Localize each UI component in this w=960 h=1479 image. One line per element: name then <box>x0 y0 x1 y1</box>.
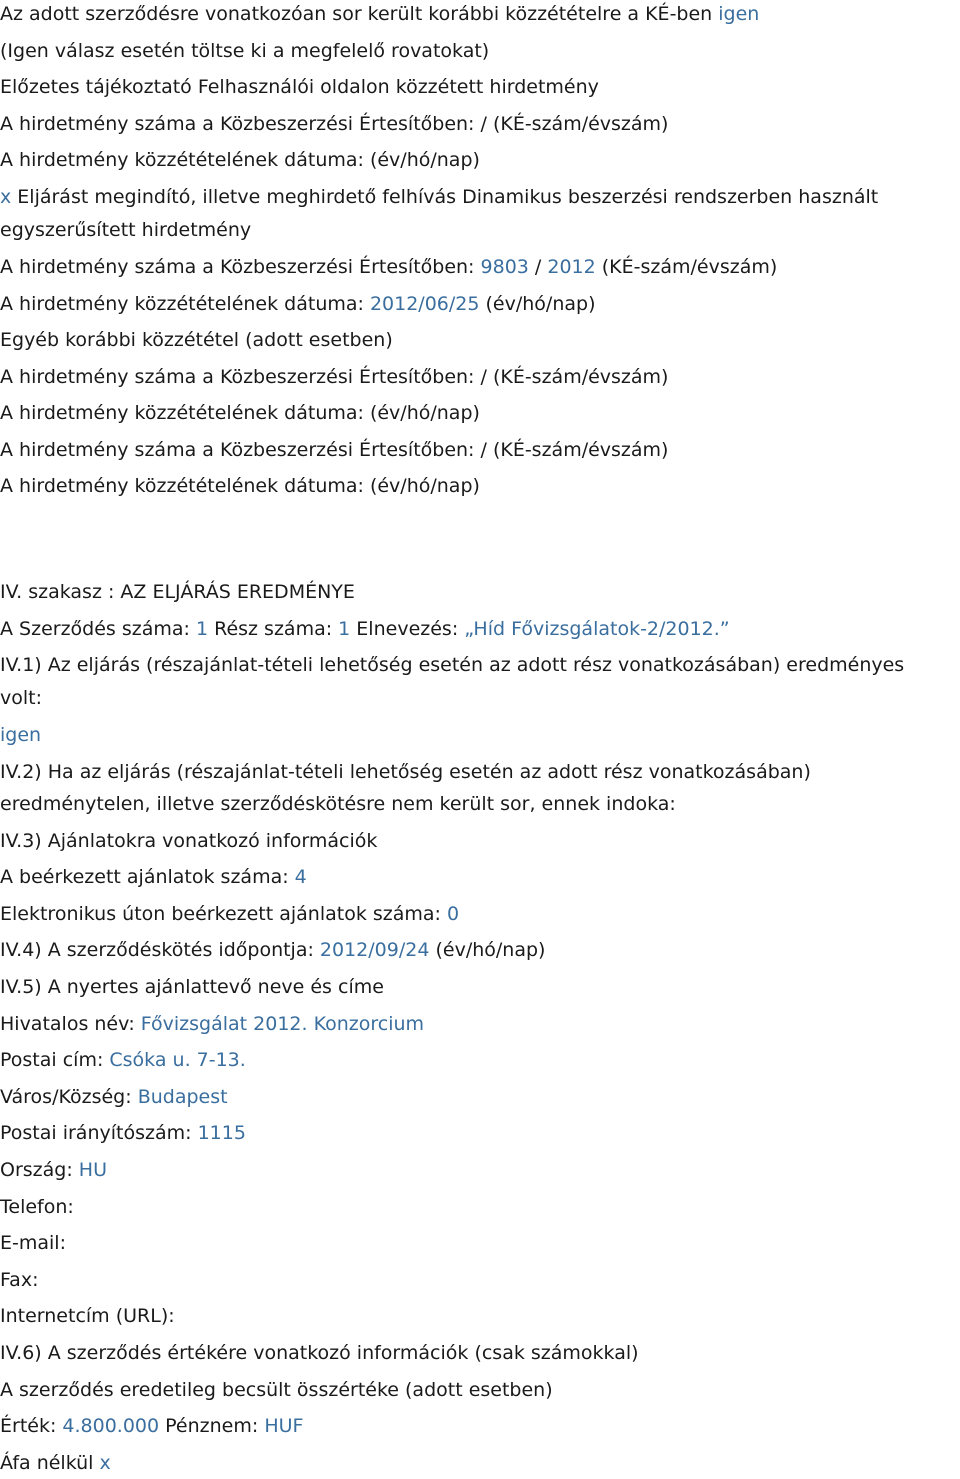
notice-number: 9803 <box>480 256 529 278</box>
other-publication-option: Egyéb korábbi közzététel (adott esetben) <box>0 329 393 351</box>
contract-name: „Híd Fővizsgálatok-2/2012.” <box>464 618 730 640</box>
contract-date: 2012/09/24 <box>319 939 430 961</box>
url-label: Internetcím (URL): <box>0 1305 175 1327</box>
official-name: Fővizsgálat 2012. Konzorcium <box>140 1013 425 1035</box>
iv2-question: IV.2) Ha az eljárás (részajánlat-tételi lehetőség esetén az adott rész vonatkozásában) <box>0 761 811 783</box>
phone-label: Telefon: <box>0 1196 74 1218</box>
city: Budapest <box>137 1086 228 1108</box>
notice-date-line: A hirdetmény közzétételének dátuma: (év/hó/nap) <box>0 402 480 424</box>
contract-info-line: A Szerződés száma: 1 Rész száma: 1 Elnevezés: „Híd Fővizsgálatok-2/2012.” <box>0 618 730 640</box>
notice-type-continuation: egyszerűsített hirdetmény <box>0 219 252 241</box>
prev-publication-answer: igen <box>718 3 760 25</box>
postal-address: Csóka u. 7-13. <box>109 1049 246 1071</box>
email-label: E-mail: <box>0 1232 66 1254</box>
notice-date-line: A hirdetmény közzétételének dátuma: (év/hó/nap) <box>0 475 480 497</box>
zip-code: 1115 <box>197 1122 246 1144</box>
iv1-question-cont: volt: <box>0 687 42 709</box>
notice-number-line: A hirdetmény száma a Közbeszerzési Értesítőben: / (KÉ-szám/évszám) <box>0 366 669 388</box>
estimated-value-label: A szerződés eredetileg becsült összértéke (adott esetben) <box>0 1379 553 1401</box>
vat-line: Áfa nélkül x <box>0 1452 111 1474</box>
country-line: Ország: HU <box>0 1159 107 1181</box>
notice-number-line: A hirdetmény száma a Közbeszerzési Értesítőben: / (KÉ-szám/évszám) <box>0 113 669 135</box>
value-amount: 4.800.000 <box>62 1415 160 1437</box>
official-name-line: Hivatalos név: Fővizsgálat 2012. Konzorcium <box>0 1013 425 1035</box>
e-offers-count: 0 <box>446 903 460 925</box>
notice-type-selected: x Eljárást megindító, illetve meghirdető felhívás Dinamikus beszerzési rendszerben használt <box>0 186 879 208</box>
contract-number: 1 <box>195 618 209 640</box>
notice-number-line: A hirdetmény száma a Közbeszerzési Értesítőben: 9803 / 2012 (KÉ-szám/évszám) <box>0 256 778 278</box>
notice-type-options: Előzetes tájékoztató Felhasználói oldalon közzétett hirdetmény <box>0 76 599 98</box>
iv1-question: IV.1) Az eljárás (részajánlat-tételi lehetőség esetén az adott rész vonatkozásában) eredményes <box>0 654 905 676</box>
section-heading: IV. szakasz : AZ ELJÁRÁS EREDMÉNYE <box>0 581 355 603</box>
postal-address-line: Postai cím: Csóka u. 7-13. <box>0 1049 246 1071</box>
notice-date-line: A hirdetmény közzétételének dátuma: (év/hó/nap) <box>0 149 480 171</box>
iv3-heading: IV.3) Ajánlatokra vonatkozó információk <box>0 830 378 852</box>
iv6-heading: IV.6) A szerződés értékére vonatkozó információk (csak számokkal) <box>0 1342 639 1364</box>
notice-date-line: A hirdetmény közzétételének dátuma: 2012/06/25 (év/hó/nap) <box>0 293 596 315</box>
iv4-line: IV.4) A szerződéskötés időpontja: 2012/09/24 (év/hó/nap) <box>0 939 546 961</box>
e-offers-count-line: Elektronikus úton beérkezett ajánlatok száma: 0 <box>0 903 460 925</box>
iv2-question-cont: eredménytelen, illetve szerződéskötésre nem került sor, ennek indoka: <box>0 793 676 815</box>
city-line: Város/Község: Budapest <box>0 1086 228 1108</box>
prev-publication-question: Az adott szerződésre vonatkozóan sor került korábbi közzétételre a KÉ-ben igen <box>0 3 760 25</box>
offers-count: 4 <box>294 866 307 888</box>
vat-mark: x <box>99 1452 111 1474</box>
iv1-answer: igen <box>0 724 42 746</box>
zip-line: Postai irányítószám: 1115 <box>0 1122 246 1144</box>
offers-count-line: A beérkezett ajánlatok száma: 4 <box>0 866 307 888</box>
value-line: Érték: 4.800.000 Pénznem: HUF <box>0 1415 304 1437</box>
currency: HUF <box>264 1415 304 1437</box>
fax-label: Fax: <box>0 1269 39 1291</box>
checked-mark: x <box>0 186 12 208</box>
iv5-heading: IV.5) A nyertes ajánlattevő neve és címe <box>0 976 384 998</box>
notice-number-line: A hirdetmény száma a Közbeszerzési Értesítőben: / (KÉ-szám/évszám) <box>0 439 669 461</box>
country: HU <box>78 1159 107 1181</box>
notice-date: 2012/06/25 <box>369 293 480 315</box>
fill-instruction: (Igen válasz esetén töltse ki a megfelelő rovatokat) <box>0 40 490 62</box>
notice-year: 2012 <box>547 256 596 278</box>
part-number: 1 <box>338 618 351 640</box>
